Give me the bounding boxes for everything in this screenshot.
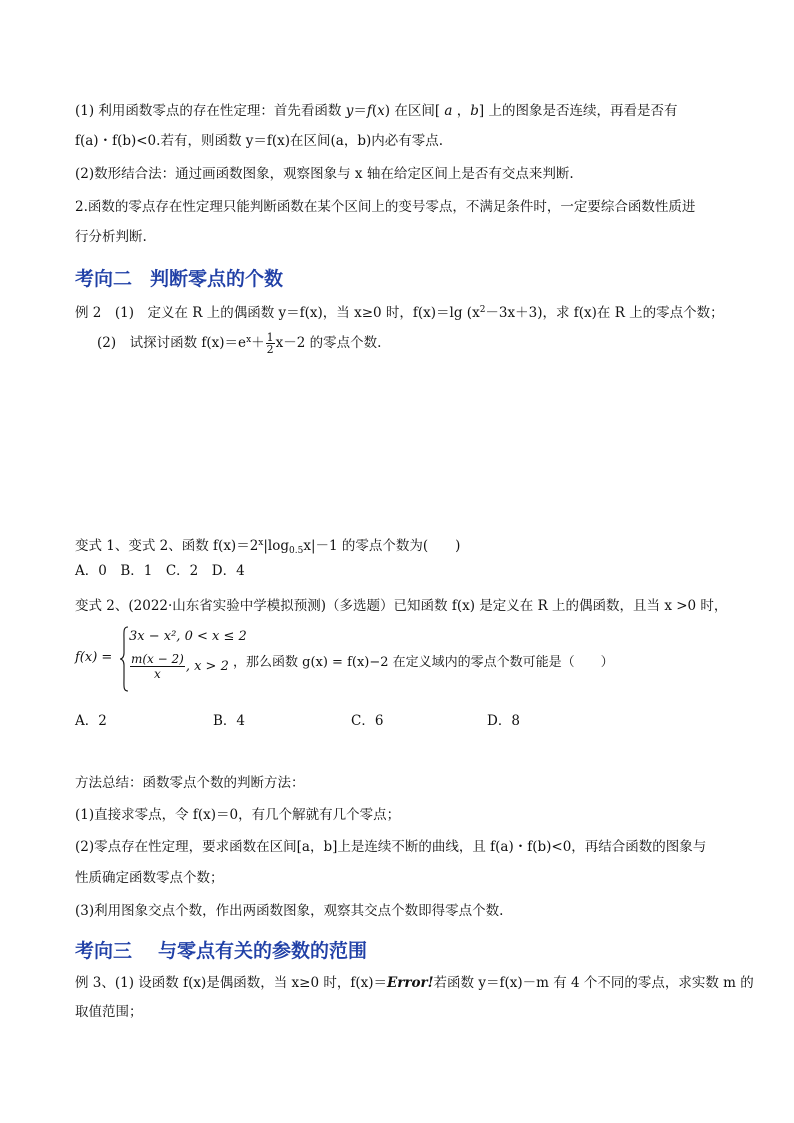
intro-line-1: (1) 利用函数零点的存在性定理：首先看函数 y＝f(x) 在区间[ a ，b] 上的图象是否连续，再看是否有 xyxy=(75,103,678,119)
piecewise-case-2: $\frac{m(x - 2)}{x}$ , x > 2 xyxy=(131,652,229,681)
option-b: B．4 xyxy=(213,713,246,729)
intro-line-5: 行分析判断. xyxy=(75,229,147,245)
intro-line-4: 2.函数的零点存在性定理只能判断函数在某个区间上的变号零点，不满足条件时，一定要综合函数性质进 xyxy=(75,199,696,215)
option-d: D．8 xyxy=(487,713,520,729)
example-2-part-2: (2) 试探讨函数 $f(x)=e^x+$ $\frac{1}{2}$ x－2 的零点个数. xyxy=(97,331,382,356)
variant-2-question: ，那么函数 g(x) = f(x)−2 在定义域内的零点个数可能是（ ） xyxy=(233,655,614,670)
summary-line-4: (3)利用图象交点个数，作出两函数图象，观察其交点个数即得零点个数. xyxy=(75,903,504,919)
variant-2-stem: 变式 2、(2022·山东省实验中学模拟预测)（多选题）已知函数 f(x) 是定义在 R 上的偶函数，且当 x >0 时， xyxy=(75,598,728,614)
fraction-one-half: $\frac{1}{2}$ xyxy=(266,331,274,356)
section-heading-2: 考向二 判断零点的个数 xyxy=(75,268,284,290)
summary-line-2: (2)零点存在性定理，要求函数在区间[a，b]上是连续不断的曲线，且 f(a)・f(b)<0，再结合函数的图象与 xyxy=(75,839,707,855)
variant-1-options: A．0 B．1 C．2 D．4 xyxy=(75,563,245,579)
example-3-line-1: 例 3、(1) 设函数 f(x)是偶函数，当 x≥0 时，f(x)＝Error!若函数 y＝f(x)－m 有 4 个不同的零点，求实数 m 的 xyxy=(75,975,754,991)
example-2-part-1: 例 2 (1) 定义在 R 上的偶函数 y＝f(x)，当 x≥0 时，f(x)＝lg $(x^2-3x+3)$，求 f(x)在 R 上的零点个数； xyxy=(75,305,724,321)
piecewise-fx-label: f(x) = xyxy=(75,650,113,665)
variant-2-options xyxy=(75,711,520,731)
option-a: A．2 xyxy=(75,713,107,729)
piecewise-case-1: 3x − x², 0 < x ≤ 2 xyxy=(129,629,247,644)
summary-title: 方法总结：函数零点个数的判断方法： xyxy=(75,775,305,791)
variant-1-stem: 变式 1、变式 2、函数 $f(x)=2^x|\log_{0.5}x|-1$ 的零点个数为( ) xyxy=(75,538,461,556)
left-brace xyxy=(119,626,129,692)
section-heading-3: 考向三 与零点有关的参数的范围 xyxy=(75,940,368,962)
summary-line-1: (1)直接求零点，令 f(x)＝0，有几个解就有几个零点； xyxy=(75,807,401,823)
intro-line-2: f(a)・f(b)<0.若有，则函数 y＝f(x)在区间(a，b)内必有零点. xyxy=(75,133,444,149)
summary-line-3: 性质确定函数零点个数； xyxy=(75,870,224,886)
intro-line-3: (2)数形结合法：通过画函数图象，观察图象与 x 轴在给定区间上是否有交点来判断. xyxy=(75,166,574,182)
option-c: C．6 xyxy=(351,713,384,729)
example-3-line-2: 取值范围； xyxy=(75,1004,143,1020)
